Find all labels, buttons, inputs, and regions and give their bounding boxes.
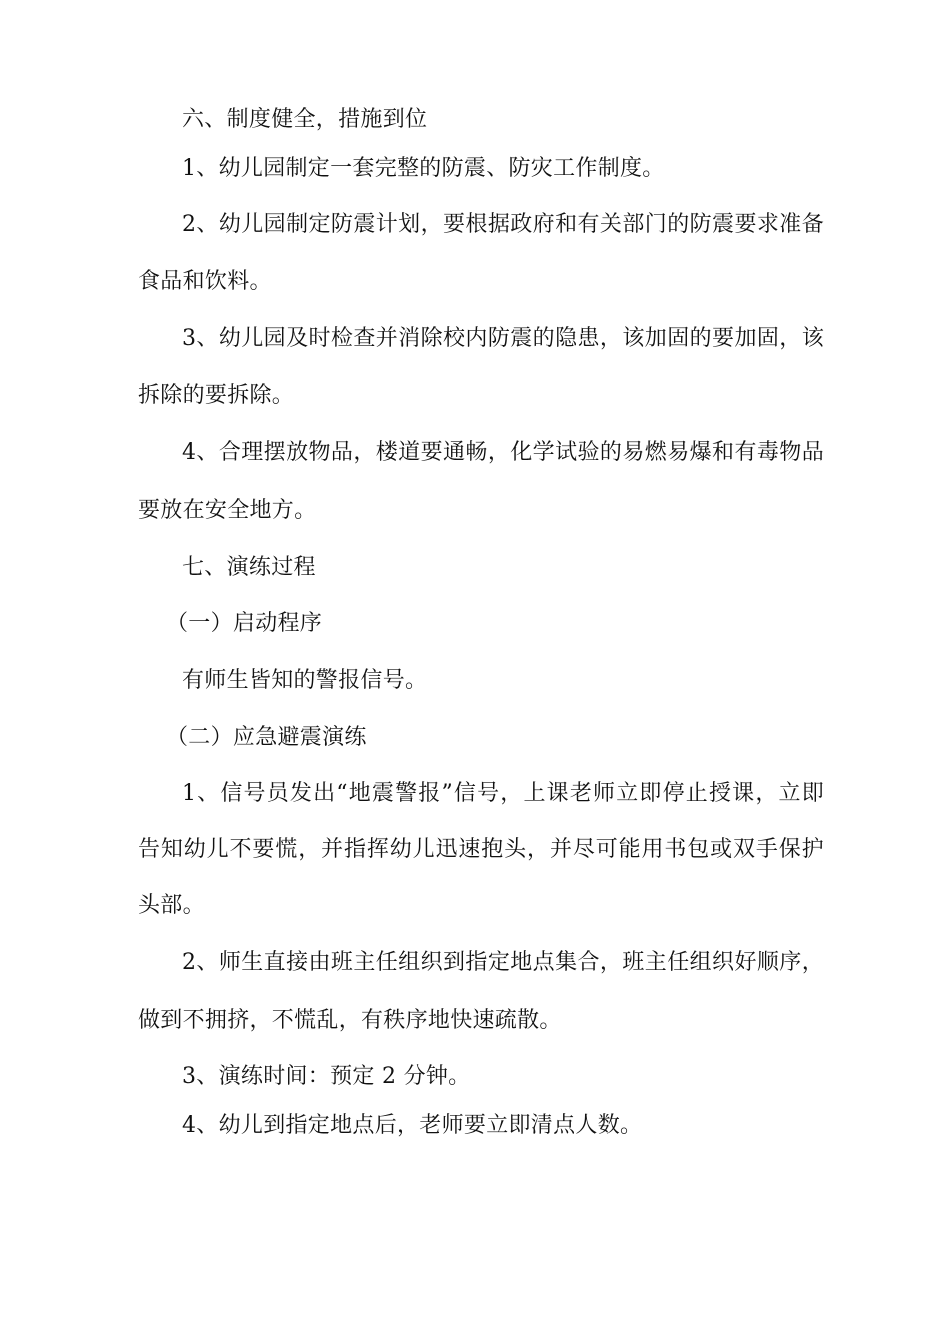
paragraph-7-2-line2: 做到不拥挤，不慌乱，有秩序地快速疏散。 bbox=[138, 1008, 562, 1033]
paragraph-7-1-line1: 1、信号员发出“地震警报”信号，上课老师立即停止授课，立即 bbox=[182, 781, 824, 806]
paragraph-7-1-line3: 头部。 bbox=[138, 893, 205, 918]
paragraph-7-3: 3、演练时间：预定 2 分钟。 bbox=[182, 1064, 471, 1089]
paragraph-6-2-line1: 2、幼儿园制定防震计划，要根据政府和有关部门的防震要求准备 bbox=[182, 212, 824, 237]
paragraph-6-2-line2: 食品和饮料。 bbox=[138, 269, 272, 294]
paragraph-6-3-line2: 拆除的要拆除。 bbox=[138, 383, 295, 408]
paragraph-6-4-line1: 4、合理摆放物品，楼道要通畅，化学试验的易燃易爆和有毒物品 bbox=[182, 440, 824, 465]
subheading-2: （二）应急避震演练 bbox=[166, 725, 367, 750]
paragraph-6-1: 1、幼儿园制定一套完整的防震、防灾工作制度。 bbox=[182, 156, 665, 181]
paragraph-7-1-line2: 告知幼儿不要慌，并指挥幼儿迅速抱头，并尽可能用书包或双手保护 bbox=[138, 837, 824, 862]
paragraph-6-3-line1: 3、幼儿园及时检查并消除校内防震的隐患，该加固的要加固，该 bbox=[182, 326, 824, 351]
section-heading-6: 六、制度健全，措施到位 bbox=[182, 107, 428, 132]
paragraph-sub1: 有师生皆知的警报信号。 bbox=[182, 668, 428, 693]
paragraph-6-4-line2: 要放在安全地方。 bbox=[138, 498, 317, 523]
paragraph-7-2-line1: 2、师生直接由班主任组织到指定地点集合，班主任组织好顺序， bbox=[182, 950, 824, 975]
paragraph-7-4: 4、幼儿到指定地点后，老师要立即清点人数。 bbox=[182, 1113, 643, 1138]
section-heading-7: 七、演练过程 bbox=[182, 555, 316, 580]
subheading-1: （一）启动程序 bbox=[166, 611, 323, 636]
